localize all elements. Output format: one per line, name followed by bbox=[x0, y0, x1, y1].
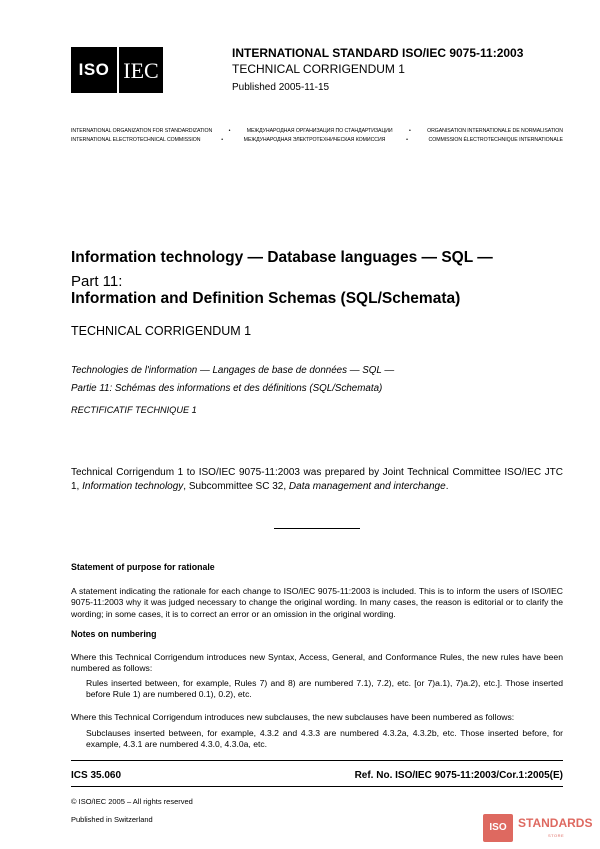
document-title: Information technology — Database languages — SQL — bbox=[71, 249, 493, 266]
intro-text: . bbox=[445, 480, 449, 492]
watermark-text: STANDARDS bbox=[518, 816, 593, 830]
committee-name: Information technology bbox=[82, 480, 184, 492]
organizations-line-1 bbox=[71, 128, 563, 134]
intro-text: Technical Corrigendum 1 to ISO/IEC 9075-11:2003 was prepared by Joint Technical Committee ISO/IEC JTC 1, bbox=[71, 467, 563, 492]
footer-rule-top bbox=[71, 760, 563, 761]
org-iso-en: INTERNATIONAL ORGANIZATION FOR STANDARDIZATION bbox=[71, 128, 213, 134]
published-in: Published in Switzerland bbox=[71, 815, 153, 824]
section-divider bbox=[274, 528, 360, 529]
org-iso-fr: ORGANISATION INTERNATIONALE DE NORMALISATION bbox=[427, 128, 563, 134]
numbering-subclauses-note: Subclauses inserted between, for example, 4.3.2 and 4.3.3 are numbered 4.3.2a, 4.3.2b, etc. Those inserted before, for example, 4.3.1 are numbered 4.3.0, 4.3.0a, etc. bbox=[86, 728, 563, 750]
french-part-title: Partie 11: Schémas des informations et des définitions (SQL/Schemata) bbox=[71, 383, 383, 394]
watermark-store: STORE bbox=[548, 833, 565, 838]
iec-logo-text: IEC bbox=[123, 58, 159, 83]
ics-code: ICS 35.060 bbox=[71, 770, 122, 781]
rationale-text: A statement indicating the rationale for each change to ISO/IEC 9075-11:2003 is included. This is to inform the users of ISO/IEC 9075-11:2003 why it was judged necessary to change the original wording. In many cases, the reason is editorial or to clarify the wording; in some cases, it is to correct an error or an omission in the original wording. bbox=[71, 586, 563, 619]
intro-text: , Subcommittee SC 32, bbox=[183, 480, 289, 492]
footer-rule-bottom bbox=[71, 786, 563, 787]
reference-number: Ref. No. ISO/IEC 9075-11:2003/Cor.1:2005(E) bbox=[354, 770, 563, 781]
org-separator: • bbox=[221, 137, 223, 143]
organizations-line-2 bbox=[71, 137, 563, 143]
numbering-rules-note: Rules inserted between, for example, Rules 7) and 8) are numbered 7.1), 7.2), etc. [or 7)a.1), 7)a.2), etc.]. Those inserted before Rule 1) are numbered 0.1), 0.2), etc. bbox=[86, 678, 563, 700]
subcommittee-name: Data management and interchange bbox=[288, 480, 446, 492]
part-title: Information and Definition Schemas (SQL/Schemata) bbox=[71, 290, 461, 307]
org-separator: • bbox=[228, 128, 231, 134]
copyright-notice: © ISO/IEC 2005 – All rights reserved bbox=[71, 797, 193, 806]
numbering-paragraph-2: Where this Technical Corrigendum introduces new subclauses, the new subclauses have been numbered as follows: bbox=[71, 712, 515, 722]
org-separator: • bbox=[406, 137, 408, 143]
part-number: Part 11: bbox=[71, 273, 123, 290]
org-iso-ru: МЕЖДУНАРОДНАЯ ОРГАНИЗАЦИЯ ПО СТАНДАРТИЗАЦИИ bbox=[246, 128, 393, 134]
corrigendum-label: TECHNICAL CORRIGENDUM 1 bbox=[232, 62, 405, 76]
french-title: Technologies de l'information — Langages de base de données — SQL — bbox=[71, 365, 395, 376]
iso-logo bbox=[71, 47, 117, 93]
iec-logo bbox=[119, 47, 163, 93]
org-separator: • bbox=[408, 128, 411, 134]
numbering-paragraph-1: Where this Technical Corrigendum introduces new Syntax, Access, General, and Conformance Rules, the new rules have been numbered as follows: bbox=[71, 652, 563, 674]
intro-paragraph bbox=[71, 466, 563, 493]
standard-title: INTERNATIONAL STANDARD ISO/IEC 9075-11:2003 bbox=[232, 46, 524, 60]
iso-logo-text: ISO bbox=[78, 60, 110, 79]
corrigendum-title: TECHNICAL CORRIGENDUM 1 bbox=[71, 324, 252, 338]
french-corrigendum: RECTIFICATIF TECHNIQUE 1 bbox=[71, 405, 197, 415]
numbering-heading: Notes on numbering bbox=[71, 629, 157, 639]
org-iec-en: INTERNATIONAL ELECTROTECHNICAL COMMISSION bbox=[71, 137, 201, 143]
published-date: Published 2005-11-15 bbox=[232, 82, 330, 93]
org-iec-ru: МЕЖДУНАРОДНАЯ ЭЛЕКТРОТЕХНИЧЕСКАЯ КОМИССИЯ bbox=[243, 137, 386, 143]
watermark-iso-badge: ISO bbox=[483, 814, 513, 842]
rationale-heading: Statement of purpose for rationale bbox=[71, 562, 215, 572]
org-iec-fr: COMMISSION ÉLECTROTECHNIQUE INTERNATIONALE bbox=[428, 137, 563, 143]
